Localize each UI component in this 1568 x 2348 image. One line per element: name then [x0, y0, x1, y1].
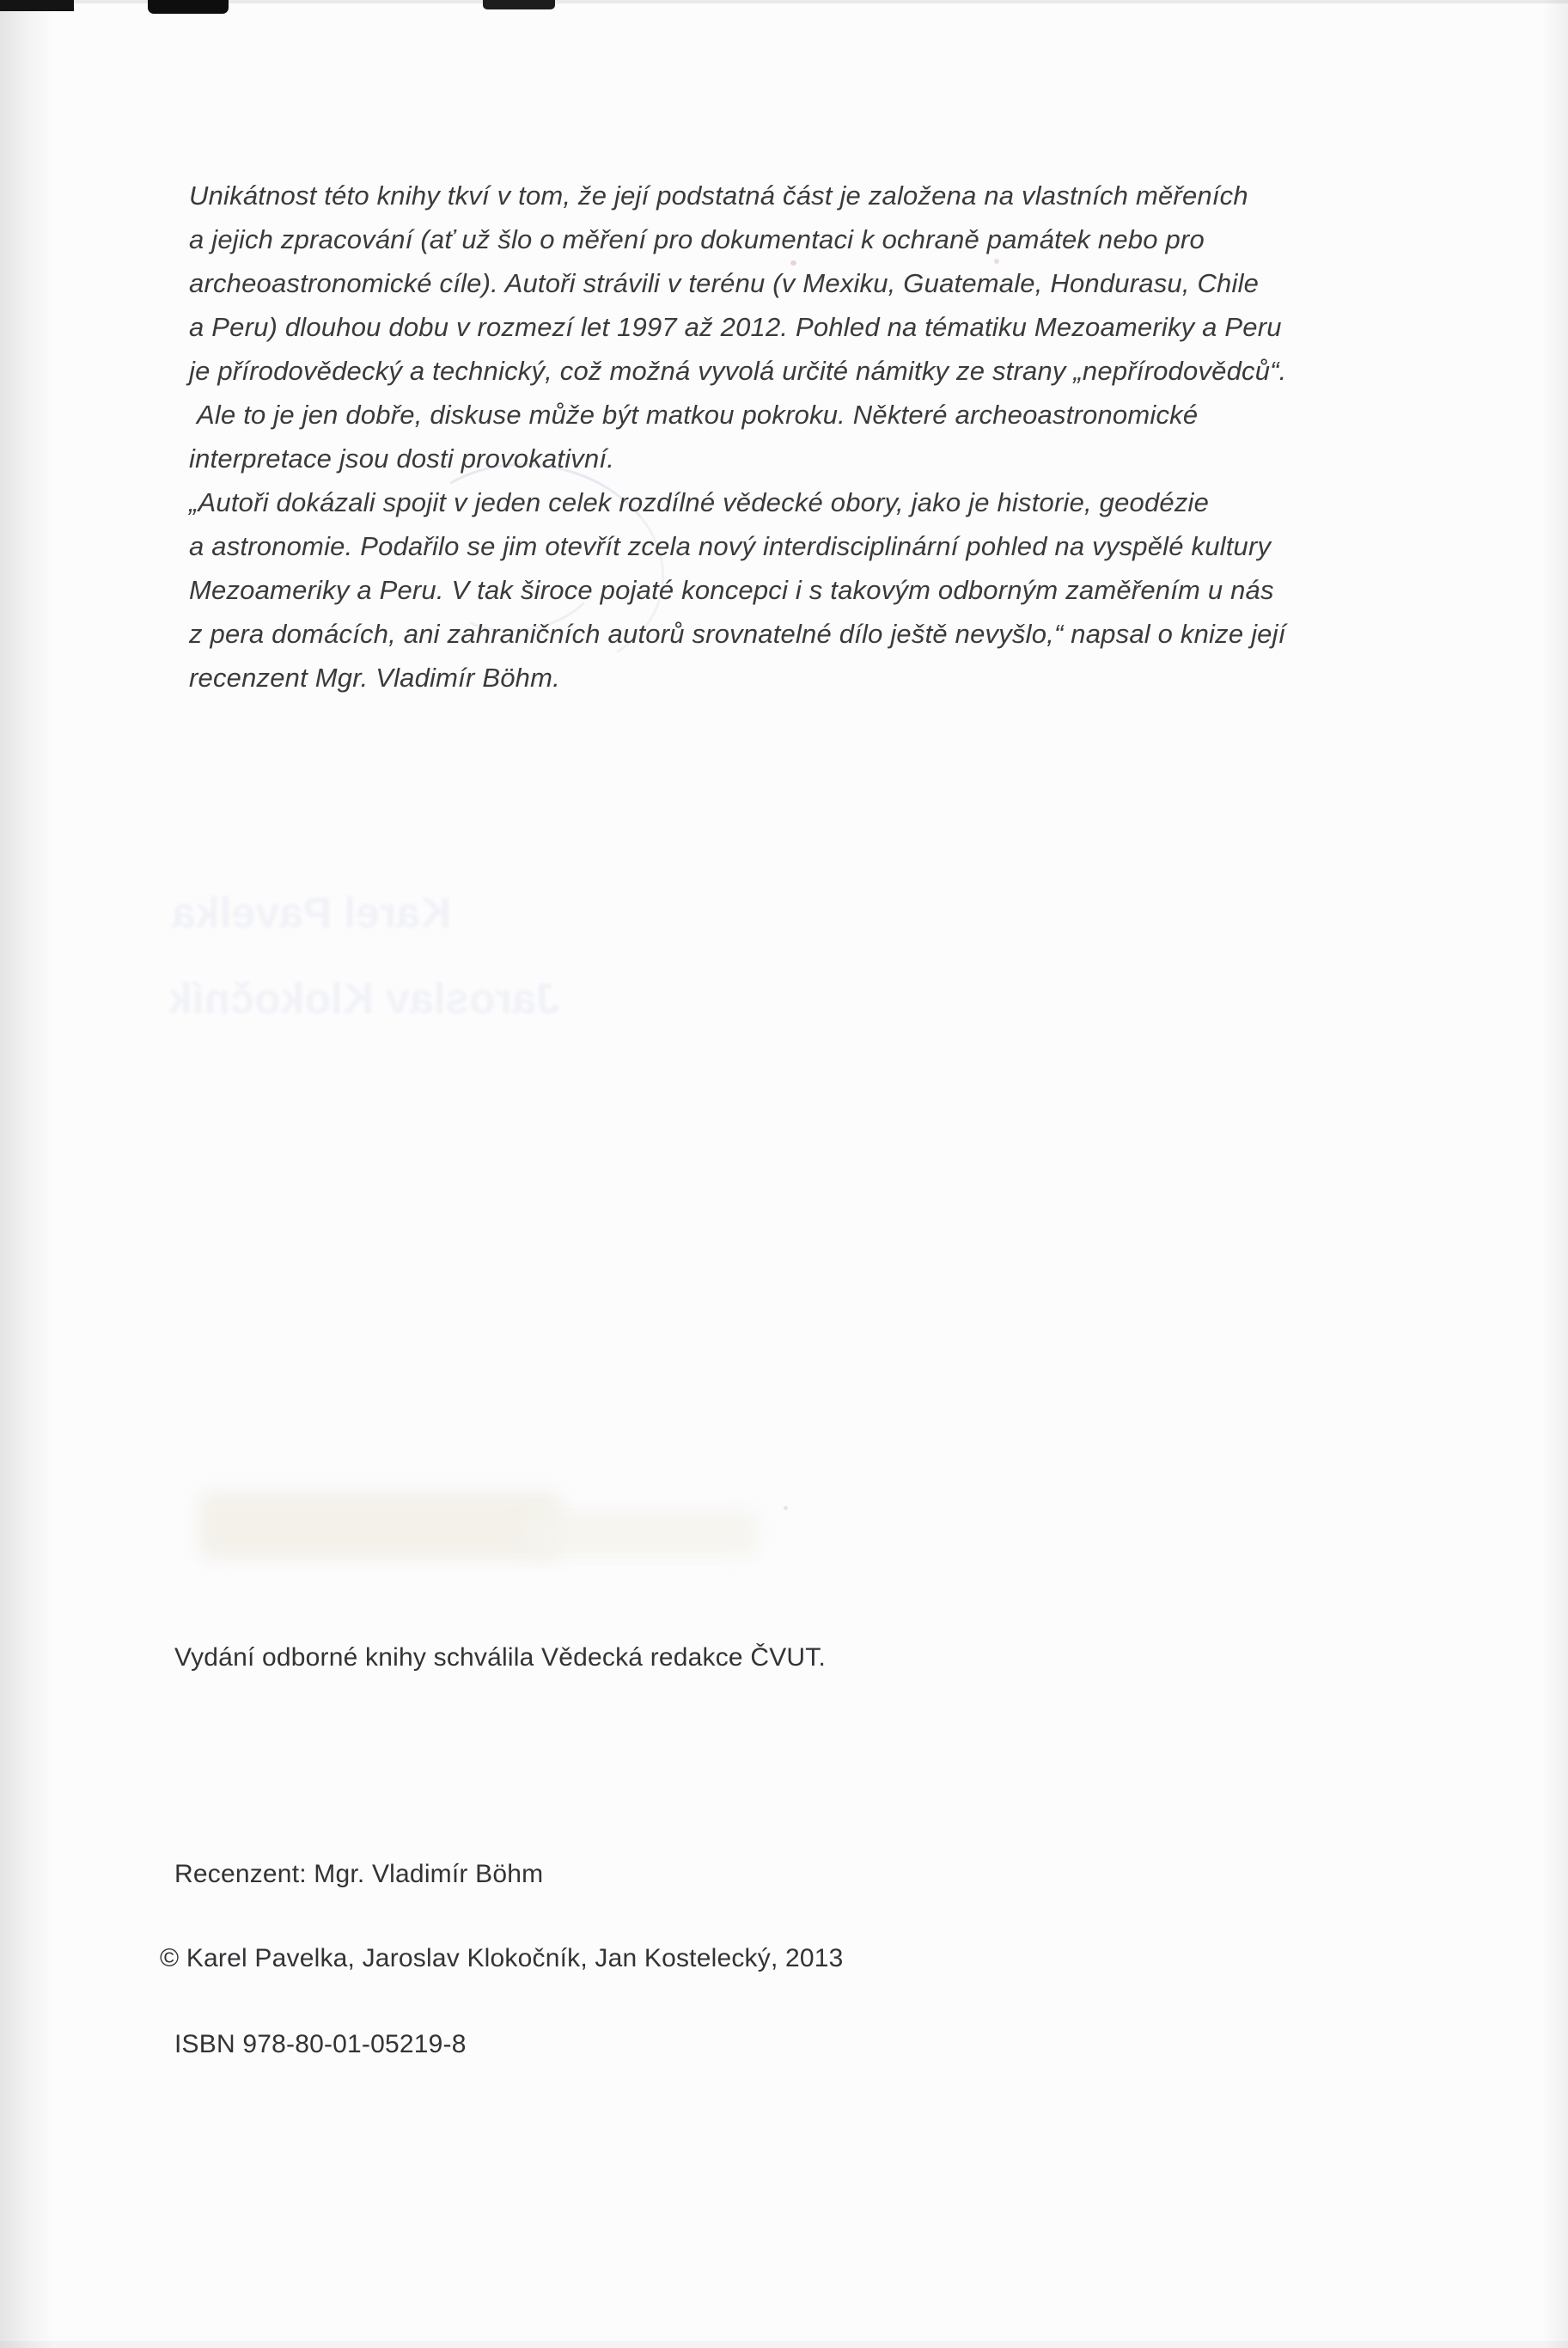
- approval-line: Vydání odborné knihy schválila Vědecká redakce ČVUT.: [174, 1643, 827, 1672]
- review-quote-line: „Autoři dokázali spojit v jeden celek rozdílné vědecké obory, jako je historie, geodézie: [189, 487, 1210, 517]
- scan-artifact-speck: [790, 260, 796, 266]
- annotation-line: archeoastronomické cíle). Autoři strávili v terénu (v Mexiku, Guatemale, Hondurasu, Chile: [189, 268, 1260, 298]
- isbn-line: ISBN 978-80-01-05219-8: [174, 2030, 467, 2058]
- scan-artifact-speck: [994, 259, 999, 264]
- showthrough-smudge: [199, 1492, 560, 1559]
- annotation-line: a Peru) dlouhou dobu v rozmezí let 1997 až 2012. Pohled na tématiku Mezoameriky a Peru: [189, 312, 1282, 342]
- book-annotation-block: [189, 174, 1287, 700]
- review-quote-line: recenzent Mgr. Vladimír Böhm.: [189, 663, 560, 693]
- scan-artifact-speck: [784, 1506, 788, 1510]
- scan-edge-shadow-bottom: [0, 2341, 1568, 2348]
- copyright-line: © Karel Pavelka, Jaroslav Klokočník, Jan Kostelecký, 2013: [160, 1944, 844, 1972]
- annotation-line: interpretace jsou dosti provokativní.: [189, 443, 615, 474]
- annotation-line: a jejich zpracování (ať už šlo o měření pro dokumentaci k ochraně památek nebo pro: [189, 224, 1205, 254]
- showthrough-author-name: Karel Pavelka: [172, 889, 452, 937]
- scan-artifact-smudge: [0, 0, 74, 11]
- reviewer-line: Recenzent: Mgr. Vladimír Böhm: [174, 1860, 544, 1888]
- scan-artifact-smudge: [148, 0, 229, 14]
- scan-artifact-smudge: [483, 0, 555, 9]
- showthrough-smudge: [526, 1511, 758, 1556]
- annotation-line: Unikátnost této knihy tkví v tom, že její podstatná část je založena na vlastních měřeních: [189, 180, 1248, 211]
- review-quote-line: z pera domácích, ani zahraničních autorů srovnatelné dílo ještě nevyšlo,“ napsal o knize její: [189, 619, 1286, 649]
- review-quote-line: a astronomie. Podařilo se jim otevřít zcela nový interdisciplinární pohled na vyspělé kultury: [189, 531, 1272, 561]
- annotation-line: Ale to je jen dobře, diskuse může být matkou pokroku. Některé archeoastronomické: [197, 400, 1199, 430]
- scan-edge-shadow-right: [1542, 0, 1568, 2348]
- scan-edge-shadow-top: [0, 0, 1568, 3]
- review-quote-line: Mezoameriky a Peru. V tak široce pojaté koncepci i s takovým odborným zaměřením u nás: [189, 575, 1274, 605]
- showthrough-author-name: Jaroslav Klokočník: [168, 975, 560, 1023]
- scan-edge-shadow-left: [0, 0, 55, 2348]
- annotation-line: je přírodovědecký a technický, což možná vyvolá určité námitky ze strany „nepřírodovědců“.: [189, 356, 1287, 386]
